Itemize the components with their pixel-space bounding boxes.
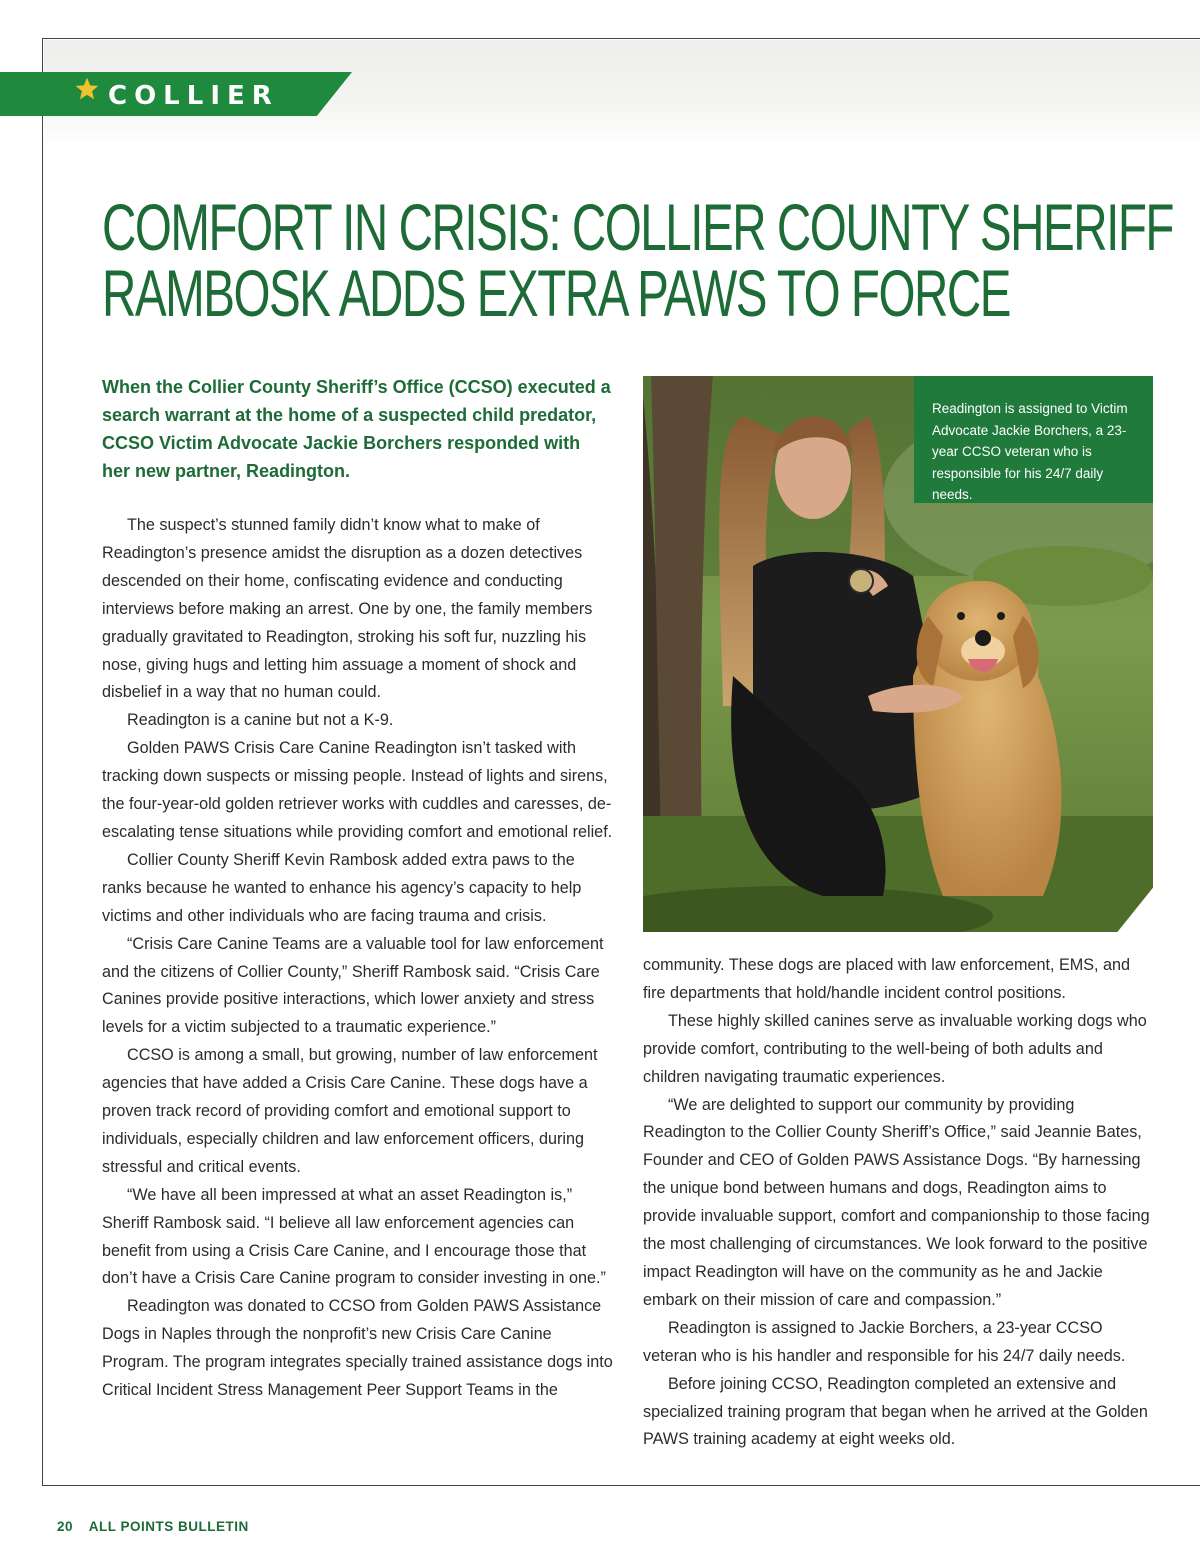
body-paragraph: Readington was donated to CCSO from Golden PAWS Assistance Dogs in Naples through the nonprofit’s new Crisis Care Canine Program. The program integrates specially trained assistance dogs into Critical Incident Stress Management Peer Support Teams in the xyxy=(102,1297,613,1400)
body-paragraph: Before joining CCSO, Readington completed an extensive and specialized training program that began when he arrived at the Golden PAWS training academy at eight weeks old. xyxy=(643,1374,1148,1449)
body-paragraph: “We have all been impressed at what an asset Readington is,” Sheriff Rambosk said. “I believe all law enforcement agencies can benefit from using a Crisis Care Canine, and I encourage those that don’t have a Crisis Care Canine program to consider investing in one.” xyxy=(102,1185,606,1288)
page-footer xyxy=(57,1519,249,1534)
body-paragraph: CCSO is among a small, but growing, number of law enforcement agencies that have added a Crisis Care Canine. These dogs have a proven track record of providing comfort and emotional support to individuals, especially children and law enforcement officers, during stressful and critical events. xyxy=(102,1046,598,1176)
body-paragraph: Collier County Sheriff Kevin Rambosk added extra paws to the ranks because he wanted to enhance his agency’s capacity to help victims and other individuals who are facing trauma and crisis. xyxy=(102,850,582,925)
headline-line-2: RAMBOSK ADDS EXTRA PAWS TO FORCE xyxy=(102,256,1011,330)
body-paragraph: “We are delighted to support our community by providing Readington to the Collier County Sheriff’s Office,” said Jeannie Bates, Founder and CEO of Golden PAWS Assistance Dogs. “By harnessing the unique bond between humans and dogs, Readington aims to provide invaluable support, comfort and companionship to those facing the most challenging of circumstances. We look forward to the positive impact Readington will have on the community as he and Jackie embark on their mission of care and compassion.” xyxy=(643,1095,1150,1309)
photo-caption xyxy=(914,376,1153,503)
body-paragraph: “Crisis Care Canine Teams are a valuable tool for law enforcement and the citizens of Collier County,” Sheriff Rambosk said. “Crisis Care Canines provide positive interactions, which lower anxiety and stress levels for a victim subjected to a traumatic experience.” xyxy=(102,934,604,1037)
publication-name: ALL POINTS BULLETIN xyxy=(88,1519,249,1534)
page-number: 20 xyxy=(57,1519,74,1534)
body-paragraph: Readington is assigned to Jackie Borchers, a 23-year CCSO veteran who is his handler and responsible for his 24/7 daily needs. xyxy=(643,1318,1126,1365)
body-paragraph: community. These dogs are placed with law enforcement, EMS, and fire departments that hold/handle incident control positions. xyxy=(643,956,1131,1002)
article-headline xyxy=(102,190,1174,330)
body-paragraph: These highly skilled canines serve as invaluable working dogs who provide comfort, contributing to the well-being of both adults and children navigating traumatic experiences. xyxy=(643,1011,1147,1086)
body-paragraph: Readington is a canine but not a K-9. xyxy=(127,711,394,730)
lead-paragraph: When the Collier County Sheriff’s Office (CCSO) executed a search warrant at the home of a suspected child predator, CCSO Victim Advocate Jackie Borchers responded with her new partner, Readington. xyxy=(102,377,611,481)
photo-caption-text: Readington is assigned to Victim Advocate Jackie Borchers, a 23-year CCSO veteran who is responsible for his 24/7 daily needs. xyxy=(932,401,1128,502)
body-paragraph: Golden PAWS Crisis Care Canine Readington isn’t tasked with tracking down suspects or missing people. Instead of lights and sirens, the four-year-old golden retriever works with cuddles and caresses, de-escalating tense situations while providing comfort and emotional relief. xyxy=(102,739,613,841)
headline-line-1: COMFORT IN CRISIS: COLLIER COUNTY SHERIFF xyxy=(102,190,1174,264)
left-column xyxy=(102,512,614,1405)
right-column xyxy=(643,952,1155,1454)
section-label: COLLIER xyxy=(108,81,279,111)
star-icon xyxy=(74,76,100,102)
body-paragraph: The suspect’s stunned family didn’t know what to make of Readington’s presence amidst the disruption as a dozen detectives descended on their home, confiscating evidence and conducting interviews before making an arrest. One by one, the family members gradually gravitated to Readington, stroking his soft fur, nuzzling his nose, giving hugs and letting him assuage a moment of shock and disbelief in a way that no human could. xyxy=(102,516,593,702)
